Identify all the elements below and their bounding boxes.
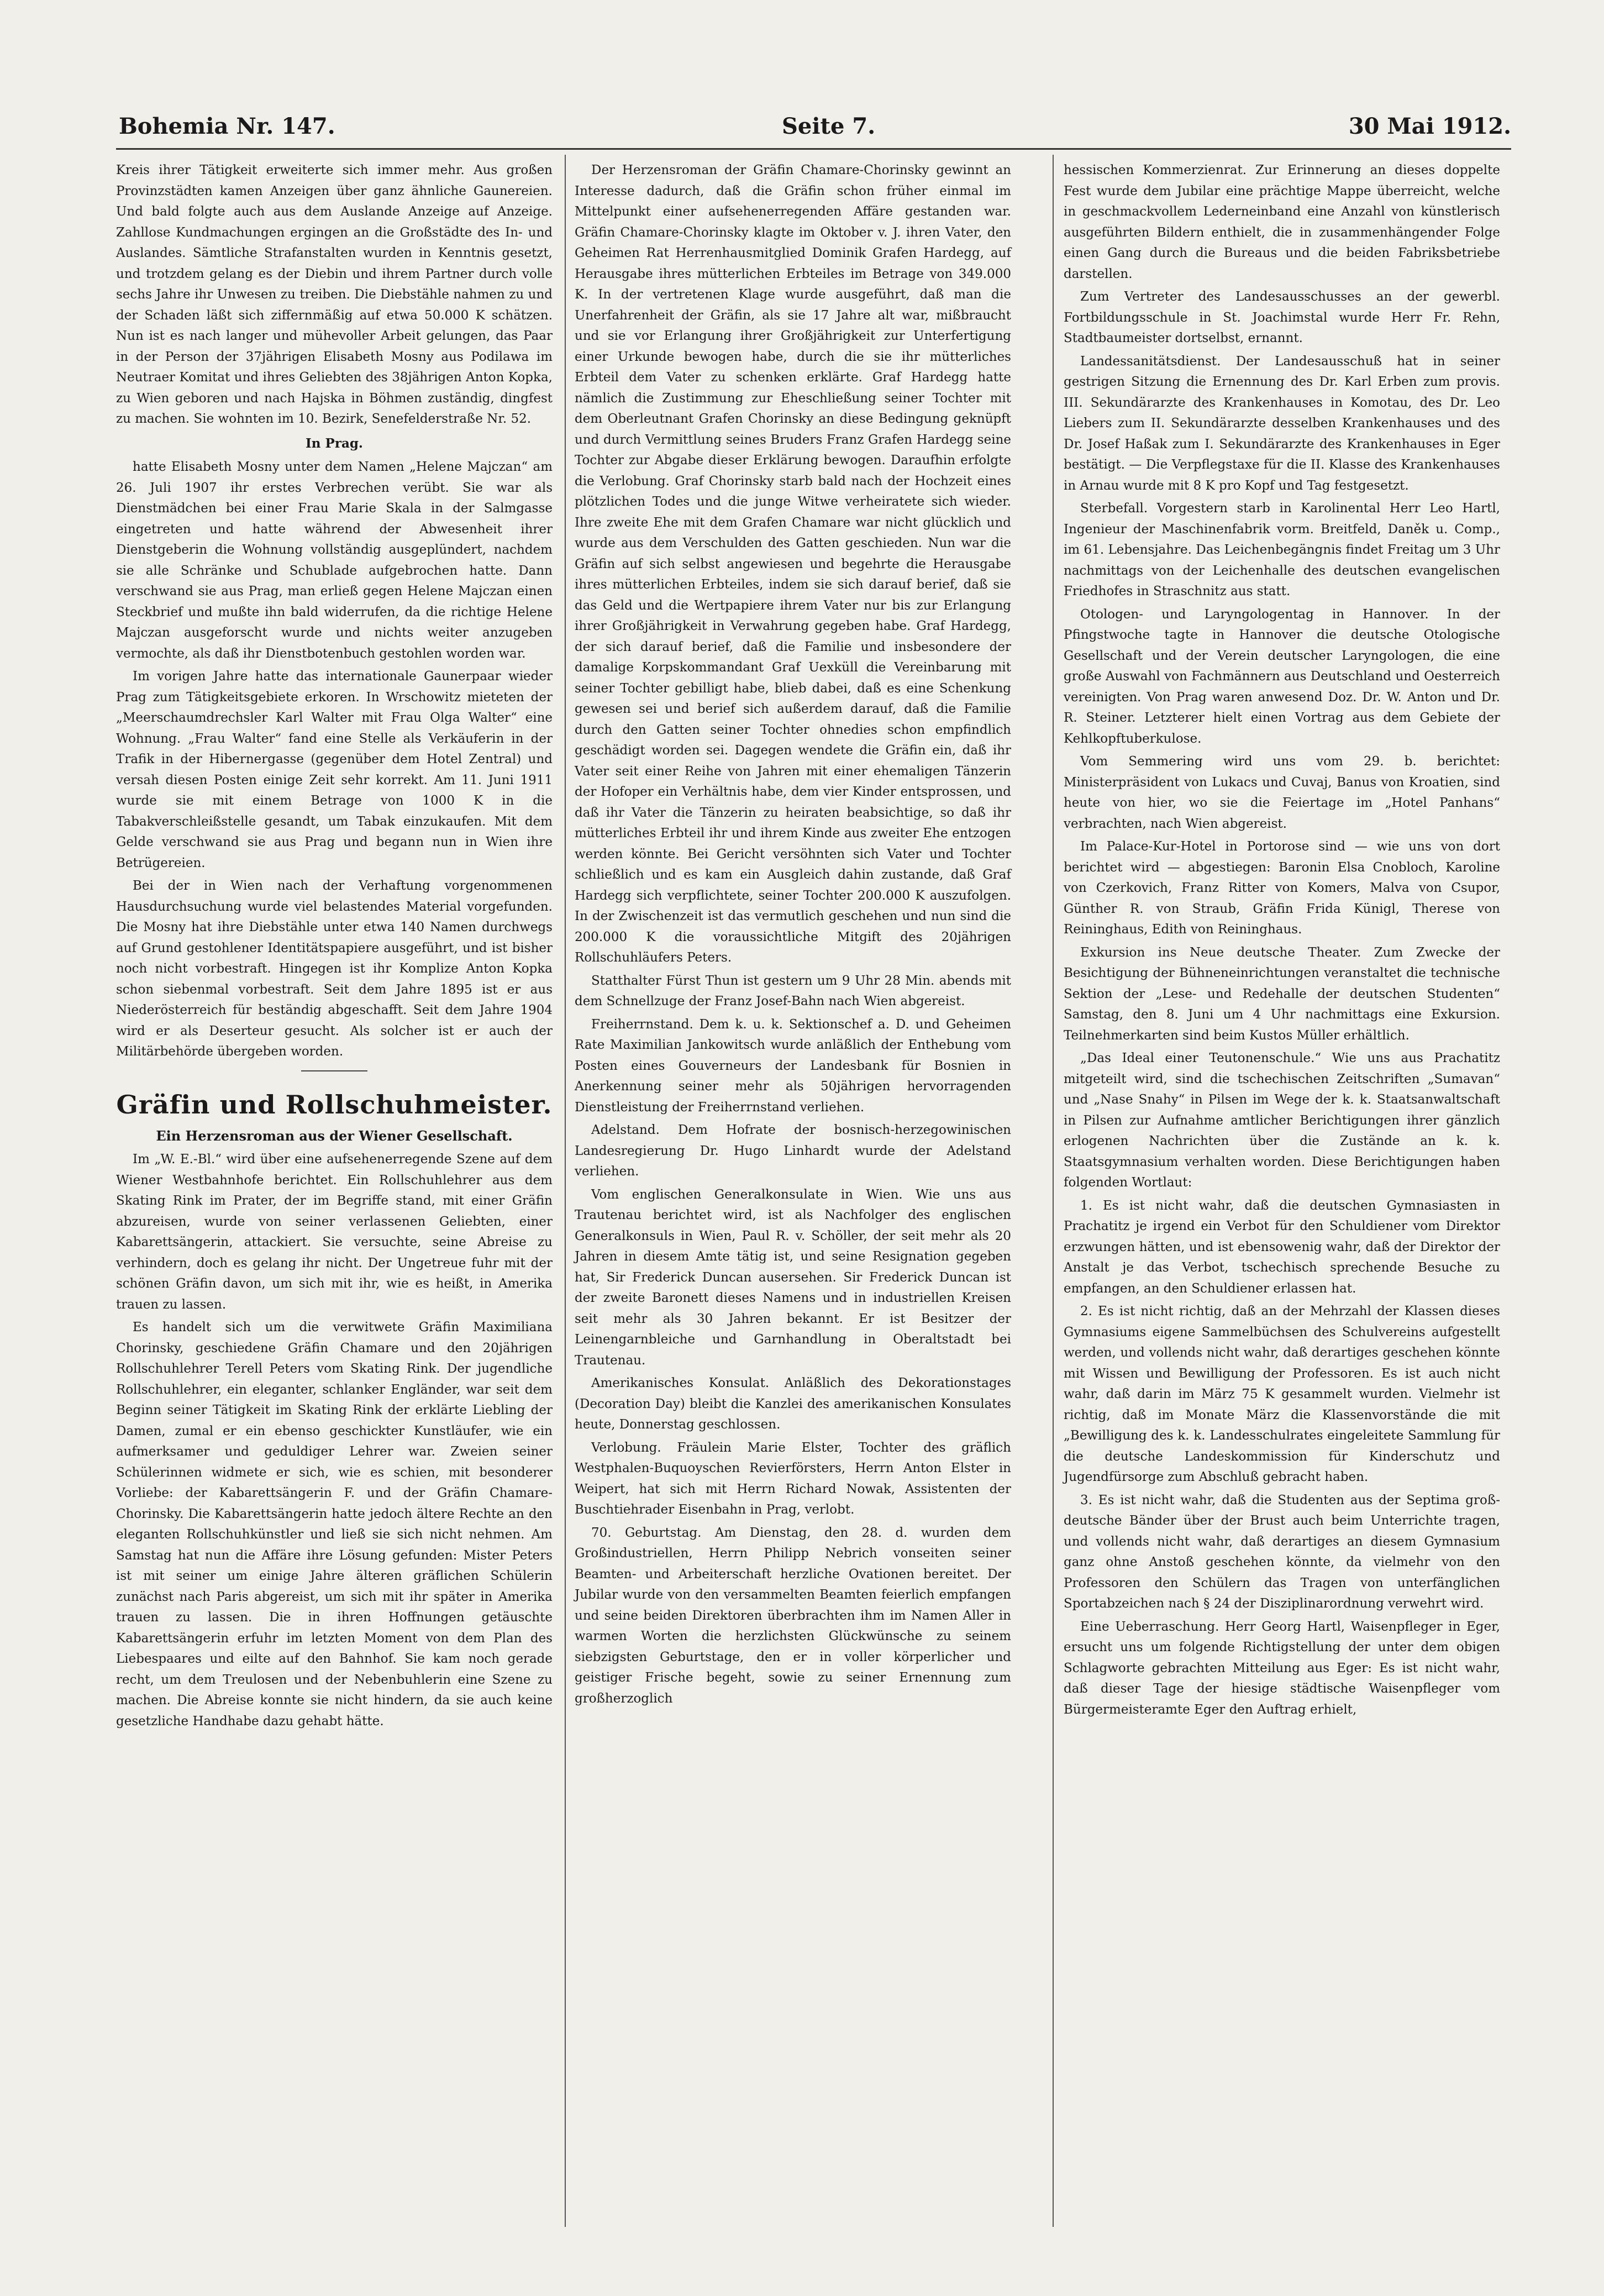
news-item: Zum Vertreter des Landesausschusses an der gewerbl. Fortbildungsschule in St. Joachimstal wurde Herr Fr. Rehn, Stadtbaumeister dortselbst, ernannt. — [1064, 290, 1500, 345]
article-paragraph: Im „W. E.-Bl.“ wird über eine aufsehenerregende Szene auf dem Wiener Westbahnhofe berichtet. Ein Rollschuhlehrer aus dem Skating Rink im Prater, der im Begriffe stand, mit einer Gräfin abzureisen, wurde von seiner verlassenen Geliebten, einer Kabarettsängerin, attackiert. Sie versuchte, seine Abreise zu verhindern, doch es gelang ihr nicht. Der Ungetreue fuhr mit der schönen Gräfin davon, um sich mit ihr, wie es heißt, in Amerika trauen zu lassen. — [116, 1152, 553, 1312]
article-paragraph: Kreis ihrer Tätigkeit erweiterte sich immer mehr. Aus großen Provinzstädten kamen Anzeigen über ganz ähnliche Gaunereien. Und bald folgte auch aus dem Auslande Anzeige auf Anzeige. Zahllose Kundmachungen ergingen an die Großstädte des In- und Auslandes. Sämtliche Strafanstalten wurden in Kenntnis gesetzt, und trotzdem gelang es der Diebin und ihrem Partner durch volle sechs Jahre ihr Unwesen zu treiben. Die Diebstähle nahmen zu und der Schaden läßt sich ziffernmäßig auf etwa 50.000 K schätzen. Nun ist es nach langer und mühevoller Arbeit gelungen, das Paar in der Person der 37jährigen Elisabeth Mosny aus Podilawa im Neutraer Komitat und ihres Geliebten des 38jährigen Anton Kopka, zu Wien geboren und nach Hajska in Böhmen zuständig, dingfest zu machen. Sie wohnten im 10. Bezirk, Senefelderstraße Nr. 52. — [116, 163, 553, 426]
article-paragraph: hatte Elisabeth Mosny unter dem Namen „Helene Majczan“ am 26. Juli 1907 ihr erstes Verbrechen verübt. Sie war als Dienstmädchen bei einer Frau Marie Skala in der Salmgasse eingetreten und hatte während der Abwesenheit ihrer Dienstgeberin die Wohnung vollständig ausgeplündert, nachdem sie alle Schränke und Schublade aufgebrochen hatte. Dann verschwand sie aus Prag, man erließ gegen Helene Majczan einen Steckbrief und mußte ihn bald widerrufen, da die richtige Helene Majczan ausgeforscht wurde und nichts weiter anzugeben vermochte, als daß ihr Dienstbotenbuch gestohlen worden war. — [116, 460, 553, 661]
news-item: 70. Geburtstag. Am Dienstag, den 28. d. wurden dem Großindustriellen, Herrn Philipp Nebrich vonseiten seiner Beamten- und Arbeiterschaft herzliche Ovationen bereitet. Der Jubilar wurde von den versammelten Beamten feierlich empfangen und seine beiden Direktoren überbrachten ihm im Namen Aller in warmen Worten die herzlichsten Glückwünsche zu seinem siebzigsten Geburtstage, den er in voller körperlicher und geistiger Frische begeht, sowie zu seiner Ernennung zum großherzoglich — [575, 1525, 1011, 1706]
divider — [301, 1070, 367, 1071]
page-number: Seite 7. — [782, 113, 876, 139]
issue-date: 30 Mai 1912. — [1348, 113, 1511, 139]
news-item: Vom englischen Generalkonsulate in Wien. Wie uns aus Trautenau berichtet wird, ist als Nachfolger des englischen Generalkonsuls in Wien, Paul R. v. Schöller, der seit mehr als 20 Jahren in diesem Amte tätig ist, und seine Resignation gegeben hat, Sir Frederick Duncan ausersehen. Sir Frederick Duncan ist der zweite Baronett dieses Namens und in industriellen Kreisen seit mehr als 30 Jahren bekannt. Er ist Besitzer der Leinengarnbleiche und Garnhandlung in Oberaltstadt bei Trautenau. — [575, 1187, 1011, 1368]
column-2 — [575, 160, 1011, 1711]
news-item: Amerikanisches Konsulat. Anläßlich des Dekorationstages (Decoration Day) bleibt die Kanzlei des amerikanischen Konsulates heute, Donnerstag geschlossen. — [575, 1376, 1011, 1432]
news-item: Landessanitätsdienst. Der Landesausschuß hat in seiner gestrigen Sitzung die Ernennung des Dr. Karl Erben zum provis. III. Sekundärarzte des Krankenhauses in Komotau, des Dr. Leo Liebers zum II. Sekundärarzte desselben Krankenhauses und des Dr. Josef Haßak zum I. Sekundärarzte des Krankenhauses in Eger bestätigt. — Die Verpflegstaxe für die II. Klasse des Krankenhauses in Arnau wurde mit 8 K pro Kopf und Tag festgesetzt. — [1064, 354, 1500, 493]
news-item: Sterbefall. Vorgestern starb in Karolinental Herr Leo Hartl, Ingenieur der Maschinenfabrik vorm. Breitfeld, Daněk u. Comp., im 61. Lebensjahre. Das Leichenbegängnis findet Freitag um 3 Uhr nachmittags von der Leichenhalle des deutschen evangelischen Friedhofes in Straschnitz aus statt. — [1064, 501, 1500, 598]
article-paragraph: 2. Es ist nicht richtig, daß an der Mehrzahl der Klassen dieses Gymnasiums eigene Sammelbüchsen des Schulvereins aufgestellt werden, und vollends nicht wahr, daß derartiges geschehen könnte mit Wissen und Bewilligung der Professoren. Es ist auch nicht wahr, daß darin im März 75 K gesammelt wurden. Vielmehr ist richtig, daß im Monate März die Klassenvorstände die mit „Bewilligung des k. k. Landesschulrates eingeleitete Sammlung für die deutsche Landeskommission für Kinderschutz und Jugendfürsorge zum Abschluß gebracht haben. — [1064, 1304, 1500, 1484]
article-paragraph: hessischen Kommerzienrat. Zur Erinnerung an dieses doppelte Fest wurde dem Jubilar eine prächtige Mappe überreicht, welche in geschmackvollem Lederneinband eine Anzahl von künstlerisch ausgeführten Bildern enthielt, die in zusammenhängender Folge einen Gang durch die Bureaus und die beiden Fabriksbetriebe darstellen. — [1064, 163, 1500, 281]
news-item: Im Palace-Kur-Hotel in Portorose sind — wie uns von dort berichtet wird — abgestiegen: Baronin Elsa Cnobloch, Karoline von Czerkovich, Franz Ritter von Komers, Malva von Csupor, Günther R. von Straub, Gräfin Frida Künigl, Therese von Reininghaus, Edith von Reininghaus. — [1064, 839, 1500, 937]
article-paragraph: Der Herzensroman der Gräfin Chamare-Chorinsky gewinnt an Interesse dadurch, daß die Gräfin schon früher einmal im Mittelpunkt einer aufsehenerregenden Affäre gestanden war. Gräfin Chamare-Chorinsky klagte im Oktober v. J. ihren Vater, den Geheimen Rat Herrenhausmitglied Dominik Grafen Hardegg, auf Herausgabe ihres mütterlichen Erbteiles im Betrage von 349.000 K. In der vertretenen Klage wurde ausgeführt, daß man die Unerfahrenheit der Gräfin, als sie 17 Jahre alt war, mißbraucht und sie vor Erlangung ihrer Großjährigkeit zur Unterfertigung einer Urkunde bewogen habe, durch die sie ihr mütterliches Erbteil dem Vater zu schenken erklärte. Graf Hardegg hatte nämlich die Zustimmung zur Eheschließung seiner Tochter mit dem Oberleutnant Grafen Chorinsky an diese Bedingung geknüpft und durch Vermittlung seines Bruders Franz Grafen Hardegg seine Tochter zur Abgabe dieser Erklärung bewogen. Daraufhin erfolgte die Verlobung. Graf Chorinsky starb bald nach der Hochzeit eines plötzlichen Todes und die junge Witwe verheiratete sich wieder. Ihre zweite Ehe mit dem Grafen Chamare war nicht glücklich und wurde aus dem Verschulden des Gatten geschieden. Nun war die Gräfin auf sich selbst angewiesen und begehrte die Herausgabe ihres mütterlichen Erbteiles, indem sie sich darauf berief, daß sie das Geld und die Wertpapiere ihrem Vater nur bis zur Erlangung ihrer Großjährigkeit in Verwahrung gegeben habe. Graf Hardegg, der sich darauf berief, daß die Familie und insbesondere der damalige Korpskommandant Graf Uexküll die Vereinbarung mit seiner Tochter gebilligt habe, blieb dabei, daß es eine Schenkung gewesen sei und berief sich außerdem darauf, daß die Familie durch den Gatten seiner Tochter ohnedies schon empfindlich geschädigt worden sei. Dagegen wendete die Gräfin ein, daß ihr Vater seit einer Reihe von Jahren mit einer ehemaligen Tänzerin der Hofoper ein Verhältnis habe, dem vier Kinder entsprossen, und daß ihr Vater die Tänzerin zu heiraten beabsichtige, so daß ihr mütterliches Erbteil ihr und ihrem Kinde aus zweiter Ehe entzogen werden könnte. Bei Gericht versöhnten sich Vater und Tochter schließlich und es kam ein Ausgleich dahin zustande, daß Graf Hardegg sich verpflichtete, seiner Tochter 200.000 K auszufolgen. In der Zwischenzeit ist das vermutlich geschehen und nun sind die 200.000 K die voraussichtliche Mitgift des 20jährigen Rollschuhläufers Peters. — [575, 163, 1011, 965]
article-paragraph: Es handelt sich um die verwitwete Gräfin Maximiliana Chorinsky, geschiedene Gräfin Chamare und den 20jährigen Rollschuhlehrer Terell Peters vom Skating Rink. Der jugendliche Rollschuhlehrer, ein eleganter, schlanker Engländer, war seit dem Beginn seiner Tätigkeit im Skating Rink der erklärte Liebling der Damen, zumal er ein ebenso geschickter Kunstläufer, wie ein aufmerksamer und geduldiger Lehrer war. Zweien seiner Schülerinnen widmete er sich, wie es schien, mit besonderer Vorliebe: der Kabarettsängerin F. und der Gräfin Chamare-Chorinsky. Die Kabarettsängerin hatte jedoch ältere Rechte an den eleganten Rollschuhkünstler und ließ sie sich nicht nehmen. Am Samstag hat nun die Affäre ihre Lösung gefunden: Mister Peters ist mit seiner um einige Jahre älteren gräflichen Schülerin zunächst nach Paris abgereist, um sich mit ihr später in Amerika trauen zu lassen. Die in ihren Hoffnungen getäuschte Kabarettsängerin erfuhr im letzten Moment von dem Plan des Liebespaares und eilte auf den Bahnhof. Sie kam noch gerade recht, um dem Treulosen und der Nebenbuhlerin eine Szene zu machen. Die Abreise konnte sie nicht hindern, da sie auch keine gesetzliche Handhabe dazu gehabt hätte. — [116, 1320, 553, 1728]
news-item: Otologen- und Laryngologentag in Hannover. In der Pfingstwoche tagte in Hannover die deutsche Otologische Gesellschaft und der Verein deutscher Laryngologen, die eine große Auswahl von Fachmännern aus Deutschland und Oesterreich vereinigten. Von Prag waren anwesend Doz. Dr. W. Anton und Dr. R. Steiner. Letzterer hielt einen Vortrag aus dem Gebiete der Kehlkopftuberkulose. — [1064, 607, 1500, 746]
header-rule — [116, 148, 1511, 150]
news-item: Adelstand. Dem Hofrate der bosnisch-herzegowinischen Landesregierung Dr. Hugo Linhardt wurde der Adelstand verliehen. — [575, 1123, 1011, 1179]
section-heading: In Prag. — [306, 435, 363, 451]
column-1 — [116, 160, 553, 1734]
article-paragraph: 1. Es ist nicht wahr, daß die deutschen Gymnasiasten in Prachatitz je irgend ein Verbot für den Schuldiener vom Direktor erzwungen hätten, und ist ebensowenig wahr, daß der Direktor der Anstalt je das Verbot, tschechisch sprechende Besuche zu empfangen, an den Schuldiener erlassen hat. — [1064, 1198, 1500, 1296]
news-item: Vom Semmering wird uns vom 29. b. berichtet: Ministerpräsident von Lukacs und Cuvaj, Banus von Kroatien, sind heute von hier, wo sie die Feiertage im „Hotel Panhans“ verbrachten, nach Wien abgereist. — [1064, 754, 1500, 831]
news-item: Eine Ueberraschung. Herr Georg Hartl, Waisenpfleger in Eger, ersucht uns um folgende Richtigstellung der unter dem obigen Schlagworte gebrachten Mitteilung aus Eger: Es ist nicht wahr, daß dieser Tage der hiesige städtische Waisenpfleger vom Bürgermeisteramte Eger den Auftrag erhielt, — [1064, 1619, 1500, 1717]
article-paragraph: Bei der in Wien nach der Verhaftung vorgenommenen Hausdurchsuchung wurde viel belastendes Material vorgefunden. Die Mosny hat ihre Diebstähle unter etwa 140 Namen durchwegs auf Grund gestohlener Identitätspapiere ausgeführt, und ist bisher noch nicht vorbestraft. Hingegen ist ihr Komplize Anton Kopka schon siebenmal vorbestraft. Seit dem Jahre 1895 ist er aus Niederösterreich für beständig abgeschafft. Seit dem Jahre 1904 wird er als Deserteur gesucht. Als solcher ist er auch der Militärbehörde übergeben worden. — [116, 879, 553, 1059]
news-item: Freiherrnstand. Dem k. u. k. Sektionschef a. D. und Geheimen Rate Maximilian Jankowitsch wurde anläßlich der Enthebung vom Posten eines Gouverneurs der Landesbank für Bosnien in Anerkennung seiner mehr als 50jährigen hervorragenden Dienstleistung der Freiherrnstand verliehen. — [575, 1017, 1011, 1115]
article-title: Gräfin und Rollschuhmeister. — [116, 1089, 553, 1120]
page-header — [119, 113, 1511, 146]
news-item: Statthalter Fürst Thun ist gestern um 9 Uhr 28 Min. abends mit dem Schnellzuge der Franz Josef-Bahn nach Wien abgereist. — [575, 973, 1011, 1008]
article-subtitle: Ein Herzensroman aus der Wiener Gesellschaft. — [156, 1127, 513, 1144]
news-item: Verlobung. Fräulein Marie Elster, Tochter des gräflich Westphalen-Buquoyschen Revierförsters, Herrn Anton Elster in Weipert, hat sich mit Herrn Richard Nowak, Assistenten der Buschtiehrader Eisenbahn in Prag, verlobt. — [575, 1440, 1011, 1517]
article-paragraph: Im vorigen Jahre hatte das internationale Gaunerpaar wieder Prag zum Tätigkeitsgebiete erkoren. In Wrschowitz mieteten der „Meerschaumdrechsler Karl Walter mit Frau Olga Walter“ eine Wohnung. „Frau Walter“ fand eine Stelle als Verkäuferin in der Trafik in der Hibernergasse (gegenüber dem Hotel Zentral) und versah diesen Posten einige Zeit sehr korrekt. Am 11. Juni 1911 wurde sie mit einem Betrage von 1000 K in die Tabakverschleißstelle gesandt, um Tabak einzukaufen. Mit dem Gelde verschwand sie aus Prag und begann nun in Wien ihre Betrügereien. — [116, 669, 553, 870]
column-3 — [1064, 160, 1500, 1722]
news-item: „Das Ideal einer Teutonenschule.“ Wie uns aus Prachatitz mitgeteilt wird, sind die tschechischen Zeitschriften „Sumavan“ und „Nase Snahy“ in Pilsen im Wege der k. k. Staatsanwaltschaft in Pilsen zur Aufnahme amtlicher Berichtigungen ihrer gänzlich erlogenen Nachrichten über die Zustände an k. k. Staatsgymnasium verhalten worden. Diese Berichtigungen haben folgenden Wortlaut: — [1064, 1051, 1500, 1190]
paper-name: Bohemia Nr. 147. — [119, 113, 335, 139]
column-divider — [565, 155, 566, 2227]
column-divider — [1053, 155, 1054, 2227]
news-item: Exkursion ins Neue deutsche Theater. Zum Zwecke der Besichtigung der Bühneneinrichtungen veranstaltet die technische Sektion der „Lese- und Redehalle der deutschen Studenten“ Samstag, den 8. Juni um 4 Uhr nachmittags eine Exkursion. Teilnehmerkarten sind beim Kustos Müller erhältlich. — [1064, 945, 1500, 1043]
article-paragraph: 3. Es ist nicht wahr, daß die Studenten aus der Septima groß-deutsche Bänder über der Brust auch beim Unterrichte tragen, und vollends nicht wahr, daß derartiges an diesem Gymnasium ganz ohne Anstoß geschehen könnte, da vielmehr von den Professoren den Schülern das Tragen von unterfänglichen Sportabzeichen nach § 24 der Disziplinarordnung verwehrt wird. — [1064, 1493, 1500, 1611]
